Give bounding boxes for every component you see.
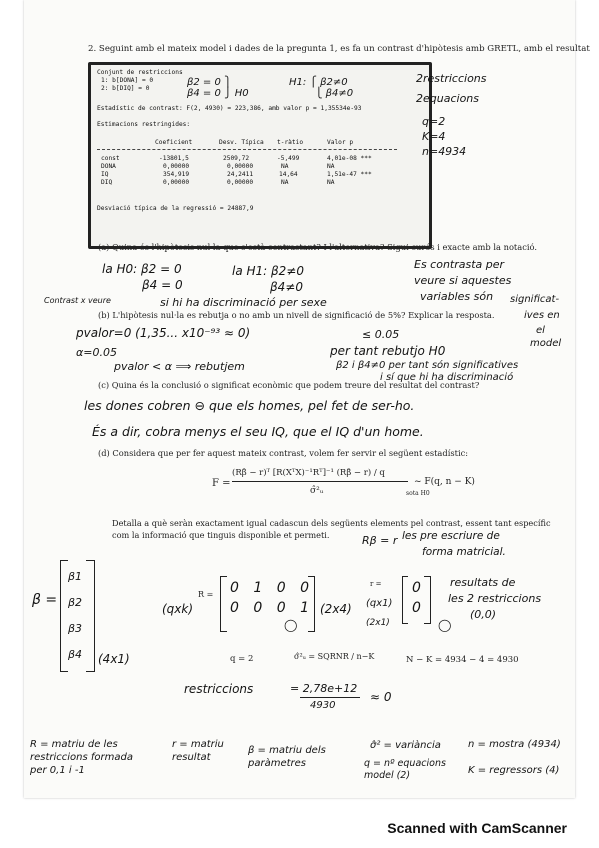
hand-h1b: ⎩ β4≠0 bbox=[315, 88, 354, 99]
beta-entry: β1 bbox=[68, 570, 83, 583]
table-cell: IQ bbox=[101, 171, 109, 178]
bracket-left-top bbox=[60, 560, 68, 561]
answer-a-mid: si hi ha discriminació per sexe bbox=[160, 296, 327, 309]
definition-n: n = mostra (4934) bbox=[468, 739, 561, 750]
table-cell: NA bbox=[281, 179, 289, 186]
rvec-bracket-right-top bbox=[424, 576, 431, 577]
question-d-detail2: com la informació que tinguis disponible et permeti. bbox=[112, 530, 330, 540]
table-cell: 1,51e-47 *** bbox=[327, 171, 372, 178]
table-cell: -5,499 bbox=[277, 155, 300, 162]
definition-r: r = matriu resultat bbox=[172, 739, 224, 763]
hand-h0: β2 = 0 ⎫ bbox=[187, 77, 232, 88]
table-cell: 0,00000 bbox=[227, 179, 254, 186]
beta-entry: β3 bbox=[68, 622, 83, 635]
bracket-right-bottom bbox=[86, 671, 95, 672]
restricted-estimates-title: Estimacions restringides: bbox=[97, 121, 191, 128]
rvec-note: resultats de bbox=[450, 576, 516, 589]
circle-mark: ◯ bbox=[284, 618, 298, 632]
table-cell: 0,00000 bbox=[163, 163, 190, 170]
table-cell: NA bbox=[327, 163, 335, 170]
answer-a-note: el bbox=[536, 325, 545, 336]
formula-under: sota H0 bbox=[406, 490, 430, 497]
question-d: (d) Considera que per fer aquest mateix contrast, volem fer servir el següent estadístic: bbox=[98, 448, 469, 458]
gretl-output-window bbox=[88, 62, 432, 249]
sigma-fraction-bar bbox=[300, 697, 360, 698]
table-cell: 0,00000 bbox=[163, 179, 190, 186]
r-bracket-left-top bbox=[220, 576, 227, 577]
answer-a-small: Contrast x veure bbox=[44, 296, 111, 305]
rvec-bracket-right bbox=[430, 576, 431, 624]
table-cell: 354,919 bbox=[163, 171, 190, 178]
definition-sigma: σ̂² = variància bbox=[370, 740, 441, 751]
formula-denominator: σ̂²ᵤ bbox=[310, 486, 324, 496]
table-cell: const bbox=[101, 155, 120, 162]
hand-h0b: β4 = 0 ⎭ H0 bbox=[187, 88, 249, 99]
table-cell: 4,01e-08 *** bbox=[327, 155, 372, 162]
answer-a-note: model bbox=[530, 338, 562, 349]
sigma-eq-2: 4930 bbox=[310, 700, 336, 711]
rb-note-3: forma matricial. bbox=[422, 546, 506, 558]
r-bracket-right-top bbox=[308, 576, 315, 577]
camscanner-watermark bbox=[0, 808, 599, 848]
r-bracket-left-bottom bbox=[220, 631, 227, 632]
answer-b-2: α=0.05 bbox=[76, 346, 117, 359]
table-cell: 24,2411 bbox=[227, 171, 254, 178]
table-cell: -13801,5 bbox=[159, 155, 189, 162]
header-coef: Coeficient bbox=[155, 139, 193, 146]
answer-c-1: les dones cobren ⊖ que els homes, pel fet de ser-ho. bbox=[84, 398, 415, 413]
definition-q: q = nº equacions model (2) bbox=[364, 758, 446, 781]
rvec-entry: 0 bbox=[412, 580, 421, 596]
rb-note: Rβ = r bbox=[362, 534, 398, 547]
beta-entry: β4 bbox=[68, 648, 83, 661]
formula-lhs: F = bbox=[212, 478, 231, 489]
definition-beta: β = matriu dels paràmetres bbox=[248, 745, 326, 769]
margin-note: 2restriccions bbox=[416, 72, 487, 85]
question-a: (a) Quina és l'hipòtesis nul·la que s'està contrastant? I l'alternativa? Sigui curós i exacte amb la notació. bbox=[98, 242, 538, 252]
rvec-note: (0,0) bbox=[470, 608, 497, 621]
rvec-note: les 2 restriccions bbox=[448, 592, 542, 605]
table-cell: DIQ bbox=[101, 179, 113, 186]
rvec-entry: 0 bbox=[412, 600, 421, 616]
question-intro: 2. Seguint amb el mateix model i dades de la pregunta 1, es fa un contrast d'hipòtesis amb GRETL, amb el resultat bbox=[88, 44, 590, 54]
answer-a-h1b: β4≠0 bbox=[270, 280, 303, 294]
answer-b-3b: per tant rebutjo H0 bbox=[330, 344, 446, 358]
rvec-bracket-left-top bbox=[402, 576, 408, 577]
r-bracket-right bbox=[314, 576, 315, 632]
definition-R: R = matriu de les restriccions formada per 0,1 i -1 bbox=[30, 739, 133, 776]
table-rule bbox=[97, 149, 397, 151]
restriction-1: 1: b[DONA] = 0 bbox=[101, 77, 154, 84]
table-cell: NA bbox=[327, 179, 335, 186]
beta-dim: (4x1) bbox=[98, 652, 130, 666]
rb-note-2: les pre escriure de bbox=[402, 530, 500, 542]
hand-h1: H1: ⎧ β2≠0 bbox=[289, 77, 348, 88]
restriction-2: 2: b[DIQ] = 0 bbox=[101, 85, 150, 92]
answer-a-note: ives en bbox=[524, 310, 560, 321]
answer-a-note: Es contrasta per bbox=[414, 258, 505, 271]
scanned-page bbox=[24, 0, 590, 798]
sigma-formula: σ̂²ᵤ = SQRNR / n−K bbox=[294, 652, 375, 661]
margin-note: K=4 bbox=[422, 130, 446, 143]
sigma-eq-3: ≈ 0 bbox=[370, 690, 392, 704]
margin-note: n=4934 bbox=[422, 145, 467, 158]
table-cell: DONA bbox=[101, 163, 116, 170]
question-b: (b) L'hipòtesis nul·la es rebutja o no amb un nivell de significació de 5%? Explicar la resposta. bbox=[98, 310, 495, 320]
test-statistic-line: Estadístic de contrast: F(2, 4930) = 223,386, amb valor p = 1,35534e-93 bbox=[97, 105, 362, 112]
answer-a-h0: la H0: β2 = 0 bbox=[102, 262, 182, 276]
rvec-label: r = bbox=[370, 580, 382, 588]
definition-k: K = regressors (4) bbox=[468, 765, 560, 776]
r-matrix-dim: (qxk) bbox=[162, 602, 194, 616]
circle-mark: ◯ bbox=[438, 618, 452, 632]
answer-b-3: pvalor < α ⟹ rebutjem bbox=[114, 360, 245, 373]
answer-a-h1: la H1: β2≠0 bbox=[232, 264, 304, 278]
margin-note: 2equacions bbox=[416, 92, 479, 105]
table-cell: 2509,72 bbox=[223, 155, 250, 162]
header-pvalue: Valor p bbox=[327, 139, 354, 146]
table-cell: 14,64 bbox=[279, 171, 298, 178]
bracket-left-bottom bbox=[60, 671, 68, 672]
rvec-dim-2: (2x1) bbox=[366, 618, 390, 628]
restrictions-title: Conjunt de restriccions bbox=[97, 69, 183, 76]
r-matrix-dim-2: (2x4) bbox=[320, 602, 352, 616]
watermark-text: Scanned with CamScanner bbox=[387, 820, 567, 836]
beta-entry: β2 bbox=[68, 596, 83, 609]
r-bracket-right-bottom bbox=[308, 631, 315, 632]
question-d-detail: Detalla a què seràn exactament igual cadascun dels següents elements pel contrast, essent tant específic bbox=[112, 518, 551, 528]
q-note: restriccions bbox=[184, 682, 254, 696]
rvec-dim: (qx1) bbox=[366, 598, 393, 609]
r-bracket-left bbox=[220, 576, 221, 632]
sigma-eq-1: = 2,78e+12 bbox=[290, 682, 358, 695]
answer-a-note: veure si aquestes bbox=[414, 274, 512, 287]
answer-b-4: β2 i β4≠0 per tant són significatives bbox=[336, 360, 519, 371]
q-value: q = 2 bbox=[230, 654, 254, 664]
answer-b-5: i sí que hi ha discriminació bbox=[380, 372, 514, 383]
r-matrix-row: 0 0 0 1 bbox=[230, 600, 314, 616]
fraction-bar bbox=[232, 481, 408, 482]
table-cell: NA bbox=[281, 163, 289, 170]
formula-rhs: ~ F(q, n − K) bbox=[414, 477, 475, 487]
margin-note: q=2 bbox=[422, 115, 446, 128]
answer-a-note: variables són bbox=[420, 290, 494, 303]
bracket-right bbox=[94, 560, 95, 672]
answer-b-1: pvalor=0 (1,35... x10⁻⁹³ ≈ 0) bbox=[76, 326, 251, 340]
r-matrix-row: 0 1 0 0 bbox=[230, 580, 314, 596]
bracket-left bbox=[60, 560, 61, 672]
rvec-bracket-left bbox=[402, 576, 403, 624]
regression-sigma-line: Desviació típica de la regressió = 24887,9 bbox=[97, 205, 254, 212]
table-cell: 0,00000 bbox=[227, 163, 254, 170]
rvec-bracket-left-bottom bbox=[402, 623, 408, 624]
n-minus-k: N − K = 4934 − 4 = 4930 bbox=[406, 655, 519, 665]
question-c: (c) Quina és la conclusió o significat econòmic que podem treure del resultat del contrast? bbox=[98, 380, 480, 390]
beta-label: β = bbox=[32, 592, 58, 608]
rvec-bracket-right-bottom bbox=[424, 623, 431, 624]
r-matrix-label: R = bbox=[198, 590, 214, 599]
header-tratio: t-ràtio bbox=[277, 139, 304, 146]
formula-numerator: (Rβ̂ − r)ᵀ [R(XᵀX)⁻¹Rᵀ]⁻¹ (Rβ̂ − r) / q bbox=[232, 468, 385, 478]
header-stderr: Desv. Típica bbox=[219, 139, 264, 146]
answer-c-2: És a dir, cobra menys el seu IQ, que el IQ d'un home. bbox=[92, 424, 424, 439]
answer-a-h0b: β4 = 0 bbox=[142, 278, 183, 292]
answer-b-1b: ≤ 0.05 bbox=[362, 328, 400, 341]
answer-a-note: significat- bbox=[510, 294, 560, 305]
bracket-right-top bbox=[86, 560, 95, 561]
